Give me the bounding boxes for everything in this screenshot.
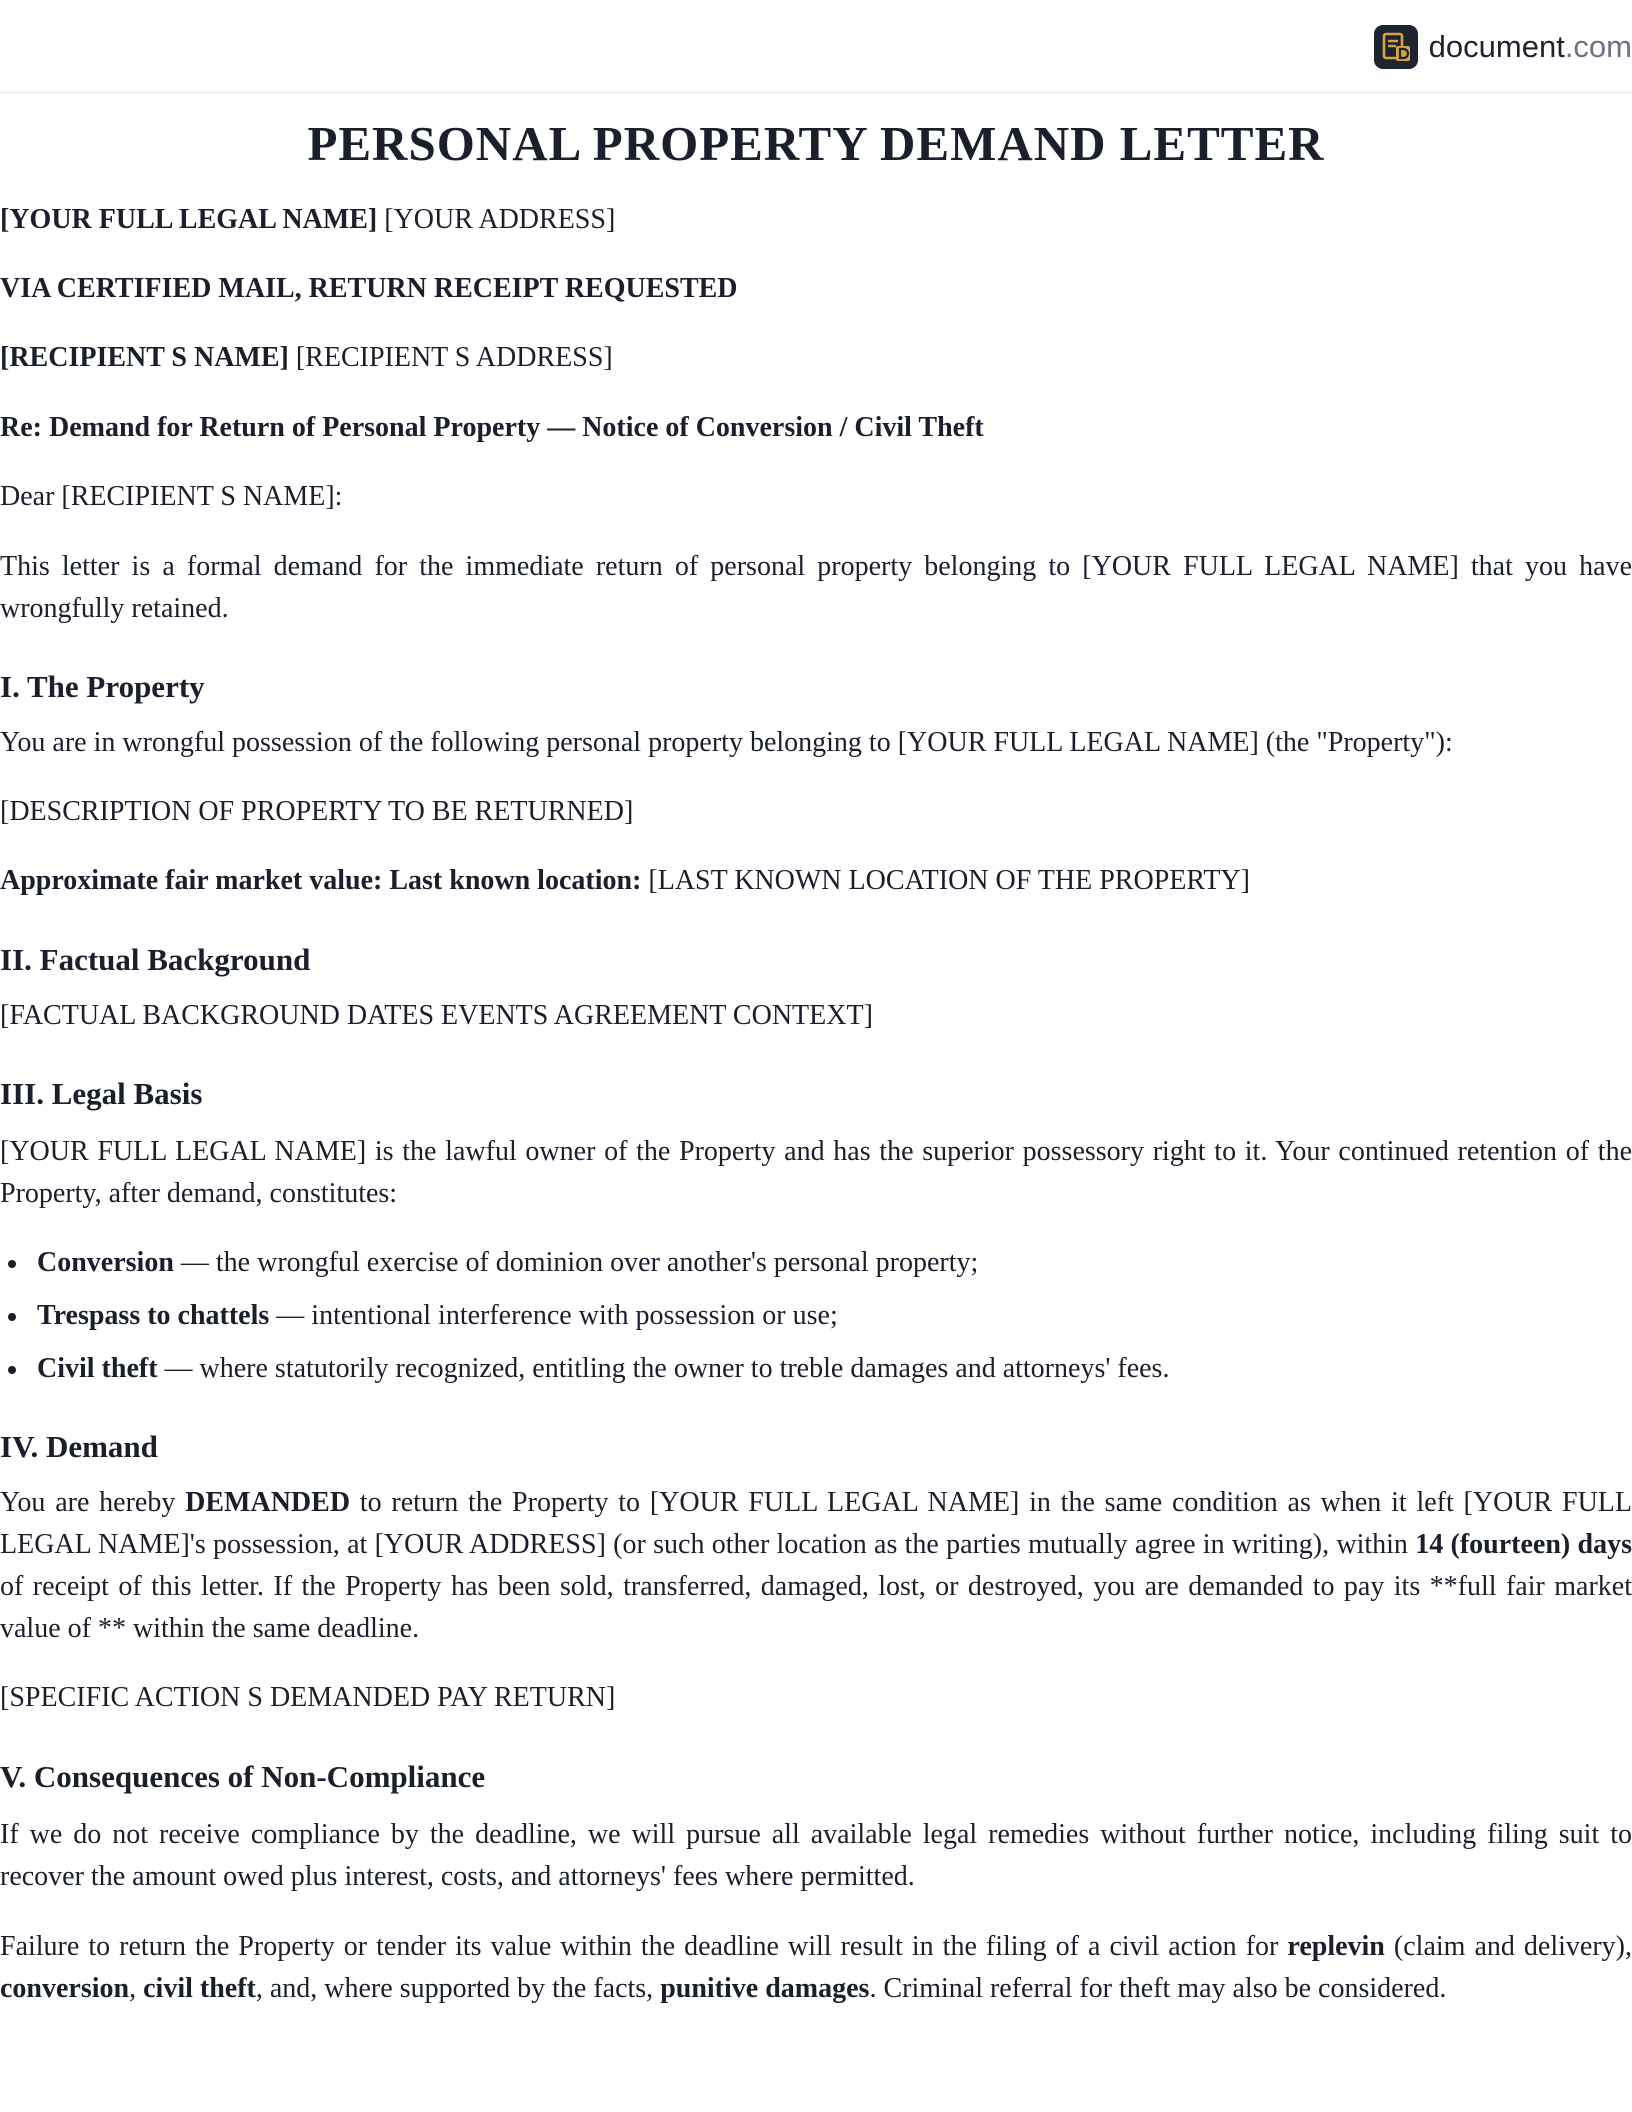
remedy-civil-theft: civil theft [143,1973,256,2004]
demand-action: [SPECIFIC ACTION S DEMANDED PAY RETURN] [0,1682,616,1713]
remedy-punitive-damages: punitive damages [660,1973,870,2004]
document-title: PERSONAL PROPERTY DEMAND LETTER [307,116,1325,171]
property-paragraph: You are in wrongful possession of the following personal property belonging to [YOUR FULL LEGAL NAME] (the "Property"): [0,727,1453,758]
document-logo-icon [1374,25,1418,69]
sender-name: [YOUR FULL LEGAL NAME] [0,204,378,235]
recipient-address: [RECIPIENT S ADDRESS] [295,342,613,373]
delivery-method: VIA CERTIFIED MAIL, RETURN RECEIPT REQUESTED [0,273,738,304]
remedy-replevin: replevin [1287,1931,1385,1962]
property-value-location [0,860,1632,902]
section-heading-consequences: V. Consequences of Non-Compliance [0,1759,486,1794]
consequences-paragraph-2: Failure to return the Property or tender its value within the deadline will result in the filing of a civil action for replevin (claim and delivery), conversion, civil theft, and, where supported by the facts, punitive damages. Criminal referral for theft may also be considered. [0,1931,1632,2004]
intro-paragraph: This letter is a formal demand for the immediate return of personal property belonging to [YOUR FULL LEGAL NAME] that you have wrongfully retained. [0,551,1632,624]
background-paragraph: [FACTUAL BACKGROUND DATES EVENTS AGREEMENT CONTEXT] [0,1000,873,1031]
brand-logo-link[interactable] [1374,24,1632,70]
consequences-paragraph-1: If we do not receive compliance by the deadline, we will pursue all available legal remedies without further notice, including filing suit to recover the amount owed plus interest, costs, and attorneys' fees where permitted. [0,1819,1632,1892]
demand-emphasis: DEMANDED [185,1487,351,1518]
section-heading-background: II. Factual Background [0,942,311,977]
re-line: Re: Demand for Return of Personal Property — Notice of Conversion / Civil Theft [0,412,984,443]
salutation: Dear [RECIPIENT S NAME]: [0,481,343,512]
section-heading-property: I. The Property [0,669,205,704]
property-location: [LAST KNOWN LOCATION OF THE PROPERTY] [648,865,1251,896]
bullet-desc: — where statutorily recognized, entitling the owner to treble damages and attorneys' fees. [157,1353,1170,1384]
list-item [0,1242,1632,1284]
page-header [0,0,1632,93]
recipient-name: [RECIPIENT S NAME] [0,342,289,373]
property-description: [DESCRIPTION OF PROPERTY TO BE RETURNED] [0,796,634,827]
brand-tld: .com [1564,29,1632,64]
bullet-term: Civil theft [37,1353,158,1384]
legal-bullet-list [0,1242,1632,1390]
bullet-term: Conversion [37,1247,174,1278]
remedy-conversion: conversion [0,1973,130,2004]
deadline-emphasis: 14 (fourteen) days [1415,1529,1632,1560]
list-item [0,1348,1632,1390]
list-item [0,1295,1632,1337]
section-heading-legal: III. Legal Basis [0,1076,203,1111]
bullet-desc: — intentional interference with possession or use; [269,1300,838,1331]
document-body [0,93,1632,2010]
bullet-desc: — the wrongful exercise of dominion over another's personal property; [173,1247,979,1278]
bullet-term: Trespass to chattels [37,1300,270,1331]
section-heading-demand: IV. Demand [0,1429,158,1464]
brand-name: document.com [1428,29,1632,64]
legal-paragraph: [YOUR FULL LEGAL NAME] is the lawful owner of the Property and has the superior possessory right to it. Your continued retention of the Property, after demand, constitutes: [0,1136,1632,1209]
demand-paragraph: You are hereby DEMANDED to return the Property to [YOUR FULL LEGAL NAME] in the same condition as when it left [YOUR FULL LEGAL NAME]'s possession, at [YOUR ADDRESS] (or such other location as the parties mutually agree in writing), within 14 (fourteen) days of receipt of this letter. If the Property has been sold, transferred, damaged, lost, or destroyed, you are demanded to pay its **full fair market value of ** within the same deadline. [0,1487,1632,1644]
property-value-label: Approximate fair market value: Last known location: [0,865,642,896]
recipient-block [0,337,1632,379]
sender-block [0,199,1632,241]
sender-address: [YOUR ADDRESS] [384,204,616,235]
